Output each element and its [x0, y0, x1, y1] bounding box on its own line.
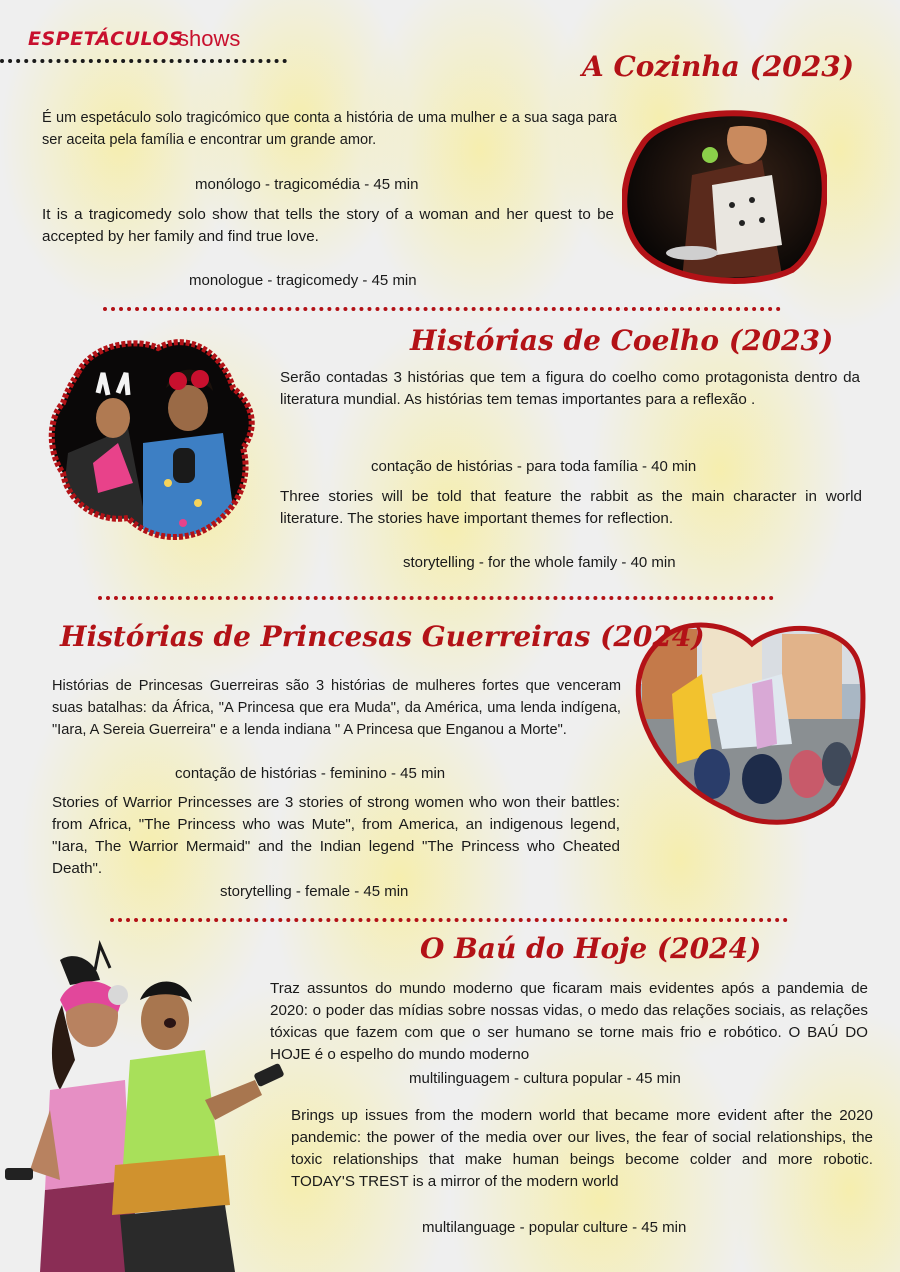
section-divider — [103, 307, 781, 311]
section-label-en: shows — [178, 26, 241, 51]
show-description-en: Brings up issues from the modern world that became more evident after the 2020 pandemic: the power of the media over our lives, the fear of social relationships, the toxic relationships that make human beings become colder and more robotic. TODAY'S TREST is a mirror of the modern world — [291, 1107, 873, 1190]
show-description-en: It is a tragicomedy solo show that tells the story of a woman and her quest to be accepted by her family and find true love. — [42, 206, 614, 245]
show-photo-cozinha — [622, 105, 827, 285]
show-title: O Baú do Hoje (2024) — [420, 932, 762, 965]
show-description-pt: Serão contadas 3 histórias que tem a figura do coelho como protagonista dentro da literatura mundial. As histórias tem temas importantes para a reflexão . — [280, 369, 860, 408]
show-title: Histórias de Princesas Guerreiras (2024) — [60, 620, 705, 653]
show-title: Histórias de Coelho (2023) — [410, 324, 834, 357]
show-meta-pt: monólogo - tragicomédia - 45 min — [195, 176, 419, 193]
show-meta-pt: multilinguagem - cultura popular - 45 min — [409, 1070, 681, 1087]
show-description-pt: Histórias de Princesas Guerreiras são 3 histórias de mulheres fortes que venceram suas batalhas: da África, "A Princesa que era Muda", da América, uma lenda indígena, "Iara, A Sereia Guerreira" e a lenda indiana " A Princesa que Enganou a Morte". — [52, 678, 621, 738]
show-title: A Cozinha (2023) — [582, 50, 855, 83]
header-divider — [0, 59, 287, 63]
section-label-pt: ESPETÁCULOS — [28, 28, 184, 50]
show-meta-pt: contação de histórias - feminino - 45 min — [175, 765, 446, 782]
section-divider — [110, 918, 788, 922]
show-meta-en: storytelling - female - 45 min — [220, 883, 409, 900]
show-description-pt: É um espetáculo solo tragicómico que conta a história de uma mulher e a sua saga para ser aceita pela família e encontrar um grande amor. — [42, 110, 617, 148]
show-description-pt: Traz assuntos do mundo moderno que ficaram mais evidentes após a pandemia de 2020: o poder das mídias sobre nossas vidas, o medo das relações sociais, as relações tóxicas que fazem com que o ser humano se torne mais frio e robótico. O BAÚ DO HOJE é o espelho do mundo moderno — [270, 980, 868, 1063]
show-photo-bau-do-hoje — [0, 940, 290, 1272]
show-photo-coelho — [48, 333, 263, 545]
show-meta-en: multilanguage - popular culture - 45 min — [422, 1219, 687, 1236]
show-meta-en: monologue - tragicomedy - 45 min — [189, 272, 417, 289]
show-meta-en: storytelling - for the whole family - 40 min — [403, 554, 676, 571]
section-divider — [98, 596, 774, 600]
show-meta-pt: contação de histórias - para toda família - 40 min — [371, 458, 697, 475]
show-description-en: Stories of Warrior Princesses are 3 stories of strong women who won their battles: from Africa, "The Princess who was Mute", from America, an indigenous legend, "Iara, The Warrior Mermaid" and the Indian legend "The Princess who Cheated Death". — [52, 794, 620, 877]
show-description-en: Three stories will be told that feature the rabbit as the main character in world literature. The stories have important themes for reflection. — [280, 488, 862, 527]
